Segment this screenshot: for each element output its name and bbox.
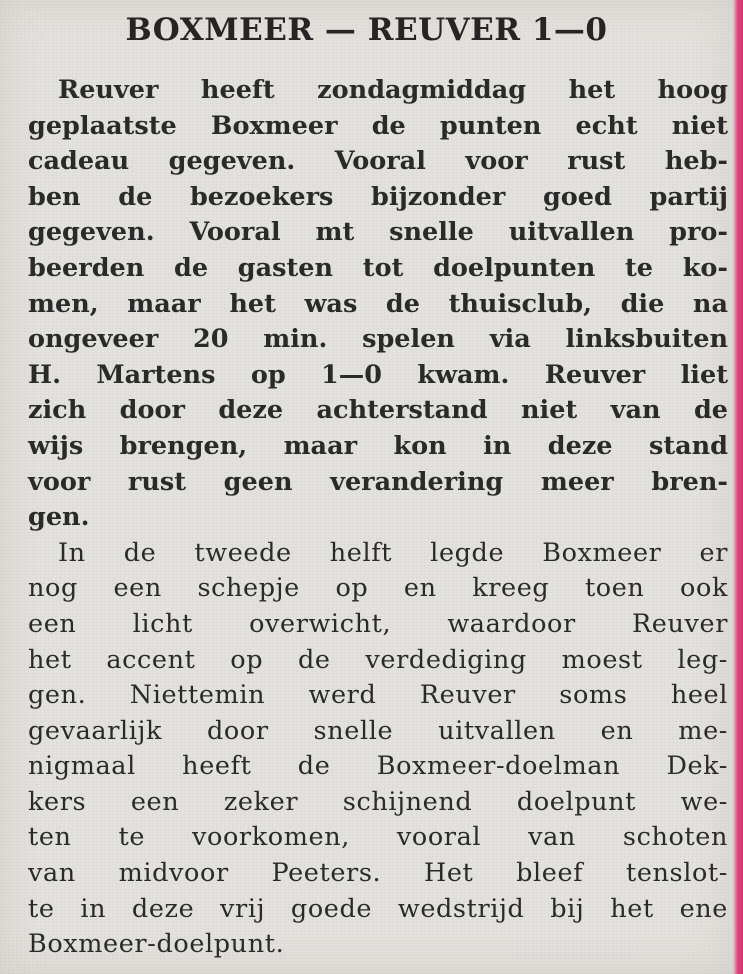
text-line: ten te voorkomen, vooral van schoten (28, 822, 728, 853)
text-line: ongeveer 20 min. spelen via linksbuiten (28, 324, 728, 355)
paragraph-2 (28, 536, 728, 963)
text-line: kers een zeker schijnend doelpunt we- (28, 786, 728, 817)
text-line: H. Martens op 1—0 kwam. Reuver liet (28, 359, 728, 390)
text-line: gen. Niettemin werd Reuver soms heel (28, 680, 728, 711)
text-line: Boxmeer-doelpunt. (28, 929, 285, 960)
text-line: wijs brengen, maar kon in deze stand (28, 430, 728, 461)
text-line: men, maar het was de thuisclub, die na (28, 288, 728, 319)
paragraph-1 (28, 73, 728, 536)
article-body (28, 73, 728, 963)
text-line: ben de bezoekers bijzonder goed partij (28, 181, 728, 212)
pink-paper-edge (733, 0, 743, 974)
text-line: gegeven. Vooral mt snelle uitvallen pro- (28, 217, 728, 248)
headline: BOXMEER — REUVER 1—0 (125, 12, 608, 48)
text-line: geplaatste Boxmeer de punten echt niet (28, 110, 728, 141)
text-line: nog een schepje op en kreeg toen ook (28, 573, 728, 604)
text-line: cadeau gegeven. Vooral voor rust heb- (28, 146, 728, 177)
text-line: van midvoor Peeters. Het bleef tenslot- (28, 858, 728, 889)
text-line: Reuver heeft zondagmiddag het hoog (58, 75, 728, 105)
text-line: zich door deze achterstand niet van de (28, 395, 728, 426)
text-line: het accent op de verdediging moest leg- (28, 644, 728, 675)
text-line: voor rust geen verandering meer bren- (28, 466, 728, 497)
text-line: te in deze vrij goede wedstrijd bij het ene (28, 893, 728, 924)
text-line: In de tweede helft legde Boxmeer er (58, 537, 728, 568)
text-line: gevaarlijk door snelle uitvallen en me- (28, 715, 728, 746)
text-line: een licht overwicht, waardoor Reuver (28, 608, 728, 639)
text-line: beerden de gasten tot doelpunten te ko- (28, 252, 728, 283)
text-line: nigmaal heeft de Boxmeer-doelman Dek- (28, 751, 728, 782)
text-line: gen. (28, 502, 90, 533)
